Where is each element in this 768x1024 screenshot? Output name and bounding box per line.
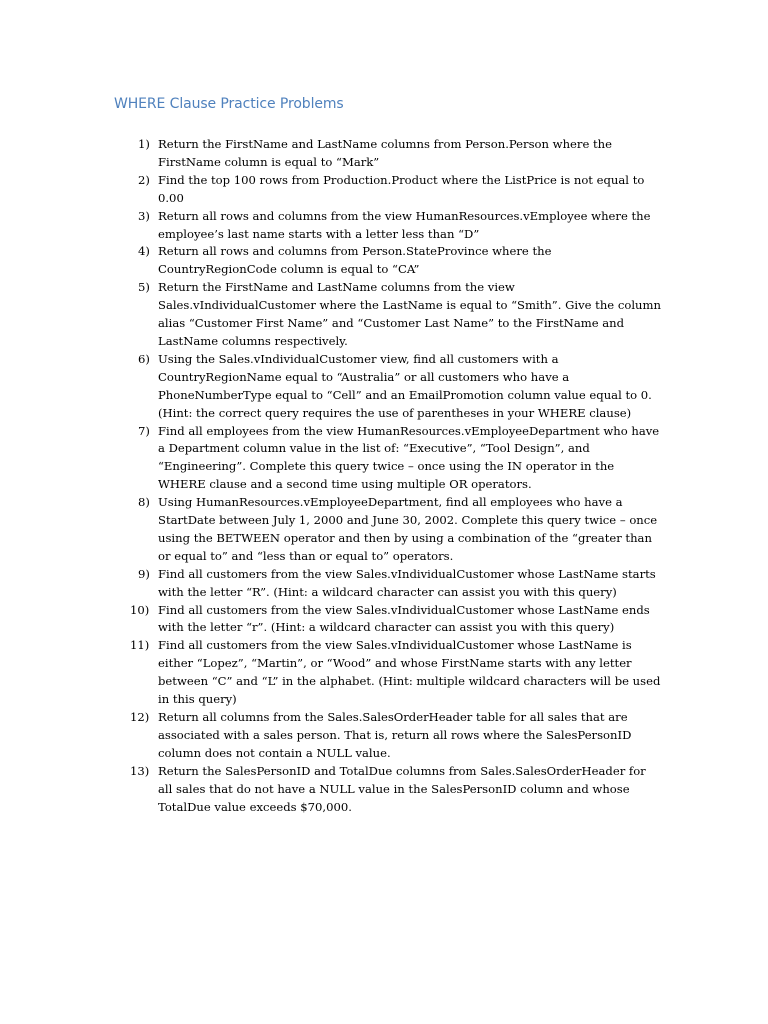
problem-item	[130, 602, 662, 638]
problem-item	[130, 351, 662, 423]
problem-text: Return all rows and columns from the view HumanResources.vEmployee where the employee’s last name starts with a letter less than “D”	[158, 208, 651, 241]
problem-item	[130, 709, 662, 763]
problem-item	[130, 243, 662, 279]
problem-text: Find all customers from the view Sales.vIndividualCustomer whose LastName starts with the letter “R”. (Hint: a wildcard character can assist you with this query)	[158, 566, 656, 599]
problem-text: Find all customers from the view Sales.vIndividualCustomer whose LastName is either “Lopez”, “Martin”, or “Wood” and whose FirstName starts with any letter between “C” and “L” in the alphabet. (Hint: multiple wildcard characters will be used in this query)	[158, 638, 661, 707]
problem-number: 9)	[138, 566, 150, 581]
problem-text: Return the SalesPersonID and TotalDue columns from Sales.SalesOrderHeader for all sales that do not have a NULL value in the SalesPersonID column and whose TotalDue value exceeds $70,000.	[158, 763, 646, 814]
problem-text: Find the top 100 rows from Production.Product where the ListPrice is not equal to 0.00	[158, 172, 645, 205]
problem-item	[130, 279, 662, 351]
problem-number: 5)	[138, 280, 150, 295]
problem-text: Find all employees from the view HumanResources.vEmployeeDepartment who have a Department column value in the list of: “Executive”, “Tool Design”, and “Engineering”. Complete this query twice – once using the IN operator in the WHERE clause and a second time using multiple OR operators.	[158, 423, 660, 492]
problem-item	[130, 637, 662, 709]
problem-number: 7)	[138, 423, 150, 438]
problem-text: Return the FirstName and LastName columns from Person.Person where the FirstName column is equal to “Mark”	[158, 137, 612, 169]
problem-item	[130, 172, 662, 208]
problem-item	[130, 566, 662, 602]
problem-number: 2)	[138, 172, 150, 187]
problem-item	[130, 763, 662, 817]
problem-number: 1)	[138, 137, 150, 151]
problem-number: 3)	[138, 208, 150, 223]
problem-text: Using HumanResources.vEmployeeDepartment, find all employees who have a StartDate between July 1, 2000 and June 30, 2002. Complete this query twice – once using the BETWEEN operator and then by using a combination of the “greater than or equal to” and “less than or equal to” operators.	[158, 495, 658, 563]
problem-list	[130, 136, 662, 816]
problem-number: 13)	[130, 763, 150, 778]
problem-number: 4)	[138, 244, 150, 259]
document-title: WHERE Clause Practice Problems	[114, 96, 344, 112]
problem-item	[130, 494, 662, 566]
problem-number: 10)	[130, 602, 150, 617]
problem-number: 12)	[130, 710, 150, 724]
problem-number: 11)	[130, 638, 150, 653]
problem-item	[130, 208, 662, 244]
problem-text: Return the FirstName and LastName columns from the view Sales.vIndividualCustomer where the LastName is equal to “Smith”. Give the column alias “Customer First Name” and “Customer Last Name” to the FirstName and LastName columns respectively.	[158, 280, 661, 348]
problem-number: 8)	[138, 495, 150, 510]
problem-text: Find all customers from the view Sales.vIndividualCustomer whose LastName ends with the letter “r”. (Hint: a wildcard character can assist you with this query)	[158, 602, 650, 635]
problem-item	[130, 136, 662, 172]
problem-item	[130, 423, 662, 495]
problem-text: Return all rows and columns from Person.StateProvince where the CountryRegionCode column is equal to “CA”	[158, 244, 552, 277]
problem-text: Using the Sales.vIndividualCustomer view, find all customers with a CountryRegionName equal to “Australia” or all customers who have a PhoneNumberType equal to “Cell” and an EmailPromotion column value equal to 0. (Hint: the correct query requires the use of parentheses in your WHERE clause)	[158, 351, 652, 420]
problem-text: Return all columns from the Sales.SalesOrderHeader table for all sales that are associated with a sales person. That is, return all rows where the SalesPersonID column does not contain a NULL value.	[158, 710, 632, 760]
problem-number: 6)	[138, 351, 150, 366]
